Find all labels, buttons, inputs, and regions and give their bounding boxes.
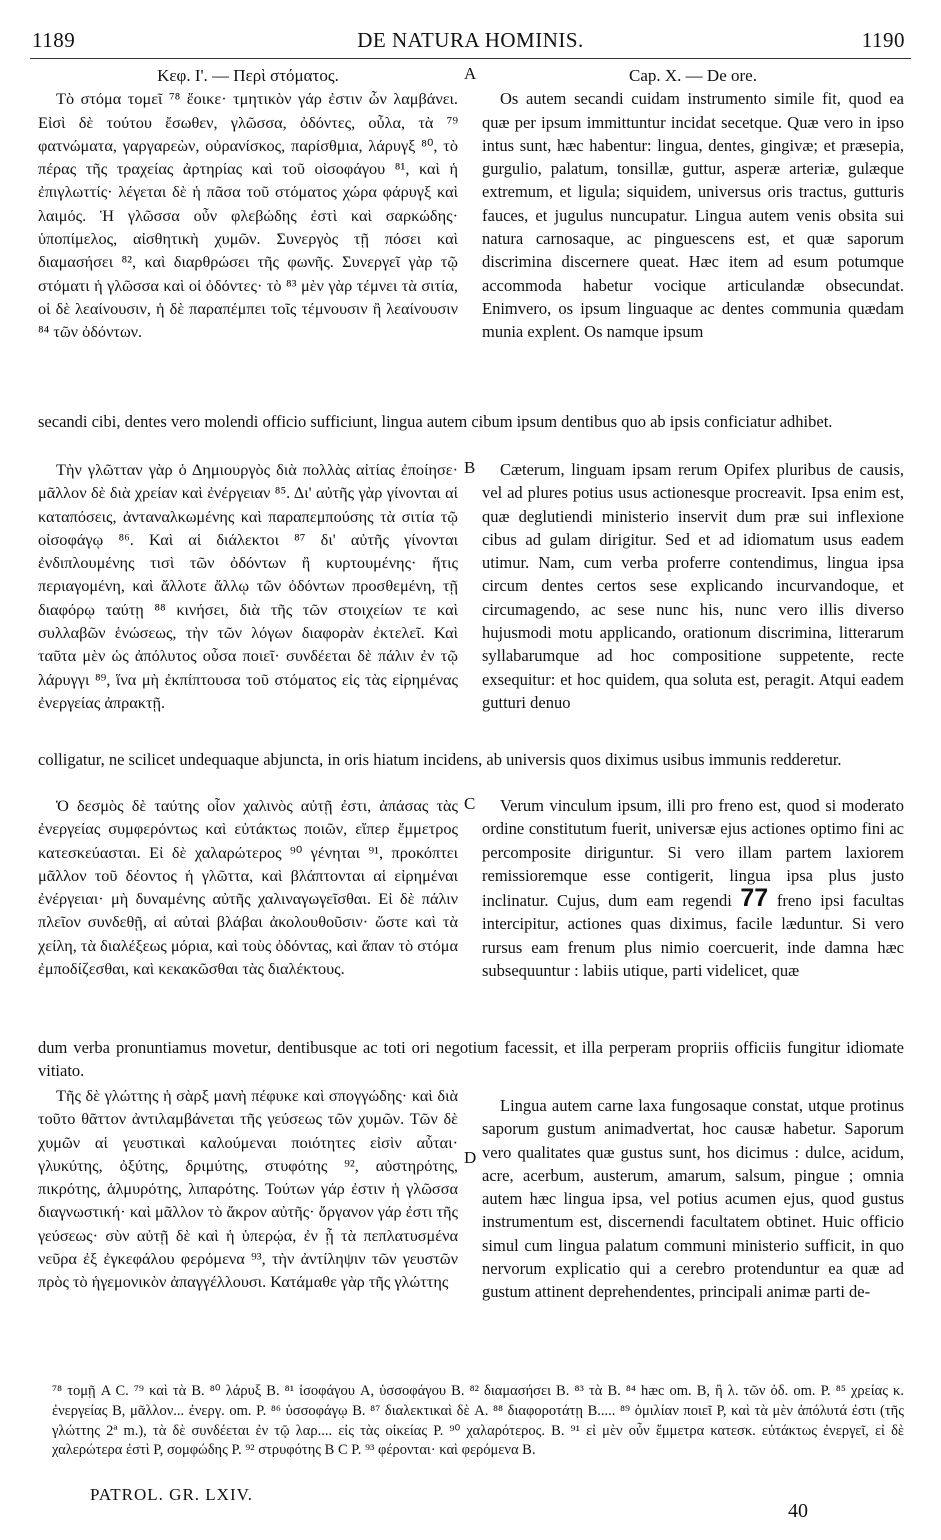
greek-paragraph-3: Ὁ δεσμὸς δὲ ταύτης οἷον χαλινὸς αὐτῇ ἐστι, ἀπάσας τὰς ἐνεργείας συμφερόντως καὶ εὐτάκτως ποιῶν, εἴπερ ἔμμετρος κατεσκεύασται. Εἰ δὲ χαλαρώτερος ⁹⁰ γένηται ⁹¹, προκόπτει μᾶλλον τοῦ δέοντος ἡ γλῶττα, καὶ βλάπτονται αἱ εἰρημέναι ἐνέργειαι· μὴ δυναμένης αὐτῆς χαλιναγωγεῖσθαι. Εἰ δὲ πάλιν πλεῖον συνδεθῇ, αἱ αὐταὶ βλάβαι ἀκολουθοῦσιν· ὥστε καὶ τὰ χείλη, τὰ διαλέξεως μόρια, καὶ τοὺς ὀδόντας, καὶ ἅπαν τὸ στόμα ἐμποδίζεσθαι, καὶ κεκακῶσθαι τὰς διαλέκτους. bbox=[38, 796, 458, 979]
latin-paragraph-3-start: Verum vinculum ipsum, illi pro freno est, quod si moderato ordine constitutum fuerit, universæ ejus actiones optimo fini ac percomposite diriguntur. Si vero illam partem laxiorem remissioremque esse contigerit, lingua ipsa plus justo inclinatur. Cujus, dum eam regendi bbox=[482, 796, 904, 911]
latin-continuation-3: dum verba pronuntiamus movetur, dentibusque ac toti ori negotium facessit, et illa perperam propriis officiis fungitur idiomate vitiato. bbox=[38, 1038, 904, 1081]
greek-column-block-1 bbox=[38, 64, 458, 344]
column-number-right: 1190 bbox=[861, 28, 905, 52]
margin-letter-a: A bbox=[464, 64, 477, 83]
footnotes: ⁷⁸ τομῇ A C. ⁷⁹ καὶ τὰ B. ⁸⁰ λάρυξ B. ⁸¹ ἰσοφάγου A, ὑσσοφάγου B. ⁸² διαμασήσει B. ⁸³ τὰ B. ⁸⁴ hæc om. B, ἢ λ. τῶν ὀδ. om. P. ⁸⁵ χρείας κ. ἐνεργείας B, μᾶλλον... ἐνεργ. om. P. ⁸⁶ ὑσσοφάγῳ B. ⁸⁷ διαλεκτικαὶ δὲ A. ⁸⁸ διαφοροτάτῃ B..... ⁸⁹ ὁμιλίαν ποιεῖ P, καὶ τὰ μὲν ἀπόλυτά ἐστι (τῆς γλώττης 2ª m.), τὰ δὲ συνδέεται ἐν τῷ λαρ.... εἰς τὰς οἰκείας P. ⁹⁰ χαλαρότερος. B. ⁹¹ εἰ μὲν οὖν ἔμμετρα κατεσκ. εὐτάκτως ἐνεργεῖ, εἰ δὲ χαλερώτερα ἐστὶ P, σομφώδης P. ⁹² στρυφότης B C P. ⁹³ φέρονται· καὶ φερόμενα B. bbox=[52, 1383, 904, 1459]
greek-paragraph-1: Τὸ στόμα τομεῖ ⁷⁸ ἔοικε· τμητικὸν γάρ ἐστιν ὧν λαμβάνει. Εἰσὶ δὲ τούτου ἔσωθεν, γλῶσσα, ὀδόντες, οὖλα, τὰ ⁷⁹ φατνώματα, γαργαρεὼν, οὐρανίσκος, παρίσθμια, λάρυγξ ⁸⁰, τὸ πέρας τῆς τραχείας ἀρτηρίας καὶ τοῦ οἰσοφάγου ⁸¹, καὶ ἡ ἐπιγλωττίς· λέγεται δὲ ἡ πᾶσα τοῦ στόματος χώρα φάρυγξ καὶ λαιμός. Ἡ γλῶσσα οὖν φλεβώδης ἐστὶ καὶ σαρκώδης· ὑποπίμελος, αἰσθητικὴ χυμῶν. Συνεργὸς τῇ πόσει καὶ διαμασήσει ⁸², καὶ διαρθρώσει τῆς φωνῆς. Συνεργεῖ γὰρ τῷ στόματι ἡ γλῶσσα καὶ οἱ ὀδόντες· τὸ ⁸³ μὲν γὰρ τέμνει τὰ σιτία, οἱ δὲ λεαίνουσιν, ἡ δὲ παραπέμπει τοῖς τέμνουσιν ἢ λεαίνουσιν ⁸⁴ τῶν ὀδόντων. bbox=[38, 89, 458, 342]
latin-column-block-4 bbox=[482, 1094, 904, 1304]
latin-paragraph-3 bbox=[482, 794, 904, 982]
latin-paragraph-2: Cæterum, linguam ipsam rerum Opifex pluribus de causis, vel ad plures potius usus actionesque procreavit. Ipsa enim est, quæ deglutiendi ministerio inservit dum præ sui inflexione cibus ad gulam dirigitur. Sed et ad idiomatum usus eadem utimur. Nam, cum verba proferre contendimus, lingua ipsa circum dentes certos sese explicando incurvandoque, et circumagendo, ac sese nunc his, nunc vero illis diverso hujusmodi motu applicando, orationum discrimina, litterarum syllabarumque ad hoc compositione suppetente, recte exsequitur: et hoc quidem, qua soluta est, peragit. Atqui eadem gutturi denuo bbox=[482, 460, 904, 712]
latin-section-title: Cap. X. — De ore. bbox=[629, 66, 757, 85]
latin-column-block-2 bbox=[482, 458, 904, 714]
column-number-left: 1189 bbox=[32, 28, 76, 52]
greek-column-block-4 bbox=[38, 1084, 458, 1294]
latin-column-block-3 bbox=[482, 794, 904, 982]
latin-paragraph-1: Os autem secandi cuidam instrumento simile fit, quod ea quæ per ipsum immittuntur incidat secetque. Quæ vero in ipso intus sunt, hæc habentur: lingua, dentes, gingivæ; et præsepia, gurgulio, palatum, tonsillæ, guttur, asperæ arteriæ, gulæque extremum, et ligula; siquidem, universus oris tractus, gutturis fauces, et jugulus nuncupatur. Lingua autem venis obsita sui natura carnosaque, ac pinguescens est, et quæ saporum discrimina discernere queat. Hæc item ad esum potumque accommoda habetur vocique articulandæ obsecundat. Enimvero, os ipsum linguaque ac dentes communia quædam munia explent. Os namque ipsum bbox=[482, 89, 904, 342]
running-title: DE NATURA HOMINIS. bbox=[357, 28, 584, 52]
margin-letter-b: B bbox=[464, 458, 476, 477]
greek-paragraph-4: Τῆς δὲ γλώττης ἡ σὰρξ μανὴ πέφυκε καὶ σπογγώδης· καὶ διὰ τοῦτο θᾶττον ἀντιλαμβάνεται τῆς γεύσεως τῶν χυμῶν. Τῶν δὲ χυμῶν αἱ γευστικαὶ καλούμεναι ποιότητες εἰσὶν αὗται· γλυκύτης, ὀξύτης, δριμύτης, στυφότης ⁹², αὐστηρότης, πικρότης, ἁλμυρότης, λιπαρότης. Τούτων γάρ ἐστιν ἡ γλῶσσα διαγνωστική· καὶ μᾶλλον τὸ ἄκρον αὐτῆς· ὄργανον γάρ ἐστι τῆς γεύσεως· σὺν αὐτῇ δὲ καὶ ἡ ὑπερῴα, ἐν ᾗ τὰ πεπλατυσμένα νεῦρα ἐξ ἐγκεφάλου φερόμενα ⁹³, τὴν ἀντίληψιν τῶν γευστῶν πρὸς τὸ ἡγεμονικὸν ἀπαγγέλλουσι. Κατάμαθε γὰρ τῆς γλώττης bbox=[38, 1086, 458, 1292]
patrologia-signature: PATROL. GR. LXIV. bbox=[90, 1485, 253, 1504]
header-rule bbox=[30, 58, 911, 59]
edition-page-marker: 77 bbox=[740, 884, 769, 913]
greek-paragraph-2: Τὴν γλῶτταν γὰρ ὁ Δημιουργὸς διὰ πολλὰς αἰτίας ἐποίησε· μᾶλλον δὲ διὰ χρείαν καὶ ἐνέργειαν ⁸⁵. Δι' αὐτῆς γὰρ γίνονται αἱ καταπόσεις, ἀνταναλκωμένης καὶ παραπεμπούσης τὰ σιτία τῷ οἰσοφάγῳ ⁸⁶. Καὶ αἱ διάλεκτοι ⁸⁷ δι' αὐτῆς γίνονται ἐνδιπλουμένης τισὶ τῶν ὀδόντων ἢ κυρτουμένης· ἥτις περιαγομένη, καὶ ἄλλοτε ἄλλῳ τῶν ὀδόντων προσθεμένη, τῇ διαφόρῳ ταύτῃ ⁸⁸ κινήσει, διὰ τῆς τῶν στοιχείων τε καὶ συλλαβῶν ἑνώσεως, τὴν τῶν λόγων διαφορὰν ἐκτελεῖ. Καὶ ταῦτα μὲν ὡς ἀπόλυτος οὖσα ποιεῖ· συνδέεται δὲ πάλιν ἐν τῷ λάρυγγι ⁸⁹, ἵνα μὴ ἐκπίπτουσα τοῦ στόματος εἰς τὰς εἰρημένας ἐνεργείας ἀπρακτῇ. bbox=[38, 460, 458, 712]
greek-column-block-2 bbox=[38, 458, 458, 714]
latin-column-block-1 bbox=[482, 64, 904, 344]
margin-letter-c: C bbox=[464, 794, 476, 813]
latin-continuation-2: colligatur, ne scilicet undequaque abjuncta, in oris hiatum incidens, ab universis quos diximus usibus immunis redderetur. bbox=[38, 750, 842, 769]
latin-continuation-1: secandi cibi, dentes vero molendi officio sufficiunt, lingua autem cibum ipsum dentibus quo ab ipsis conficiatur adhibet. bbox=[38, 412, 833, 431]
margin-letter-d: D bbox=[464, 1148, 477, 1167]
greek-column-block-3 bbox=[38, 794, 458, 980]
greek-section-title: Κεφ. Ι'. — Περὶ στόματος. bbox=[157, 66, 339, 85]
latin-paragraph-3-end: freno ipsi facultas intercipitur, actiones quas diximus, facile læduntur. Si vero rursus eam frenum plus nimio coercuerit, inde damna hæc subsequuntur : labiis utique, parti videlicet, quæ bbox=[482, 891, 904, 981]
signature-number: 40 bbox=[788, 1500, 808, 1522]
latin-paragraph-4: Lingua autem carne laxa fungosaque constat, utque protinus saporum gustum animadvertat, hoc causæ habetur. Saporum vero qualitates quæ gustus sunt, hos dicimus : dulce, acidum, acre, acerbum, austerum, amarum, salsum, pingue ; omnia autem hæc lingua ipsa, vel potius acumen ejus, quod gustus instrumentum est, discernendi facultatem obtinet. Huic officio simul cum lingua palatum communi ministerio sufficit, in quo nervorum explicatio qui a cerebro protenduntur ea quæ ad gustum attinent deprehendentes, principali animæ parti de- bbox=[482, 1096, 904, 1302]
